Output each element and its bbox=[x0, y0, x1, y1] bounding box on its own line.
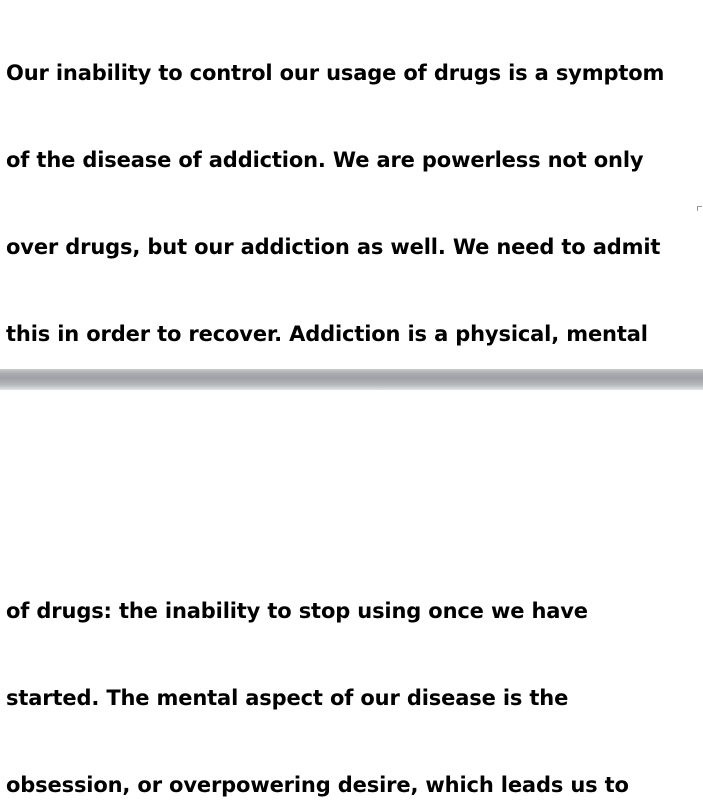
text-line: Our inability to control our usage of drugs is a symptom bbox=[6, 61, 665, 85]
text-line: of drugs: the inability to stop using once we have bbox=[6, 599, 588, 623]
text-line: over drugs, but our addiction as well. We need to admit bbox=[6, 235, 661, 259]
page-break-separator bbox=[0, 369, 703, 390]
text-line: started. The mental aspect of our disease is the bbox=[6, 686, 569, 710]
page-text-top bbox=[6, 1, 670, 369]
page-text-bottom bbox=[6, 539, 685, 801]
text-boundary-corner-icon bbox=[697, 206, 702, 211]
text-line: obsession, or overpowering desire, which leads us to bbox=[6, 773, 629, 797]
text-line: of the disease of addiction. We are powerless not only bbox=[6, 148, 644, 172]
text-line: this in order to recover. Addiction is a physical, mental bbox=[6, 322, 648, 346]
document-page-bottom[interactable] bbox=[0, 390, 703, 801]
document-page-top[interactable] bbox=[0, 0, 703, 369]
